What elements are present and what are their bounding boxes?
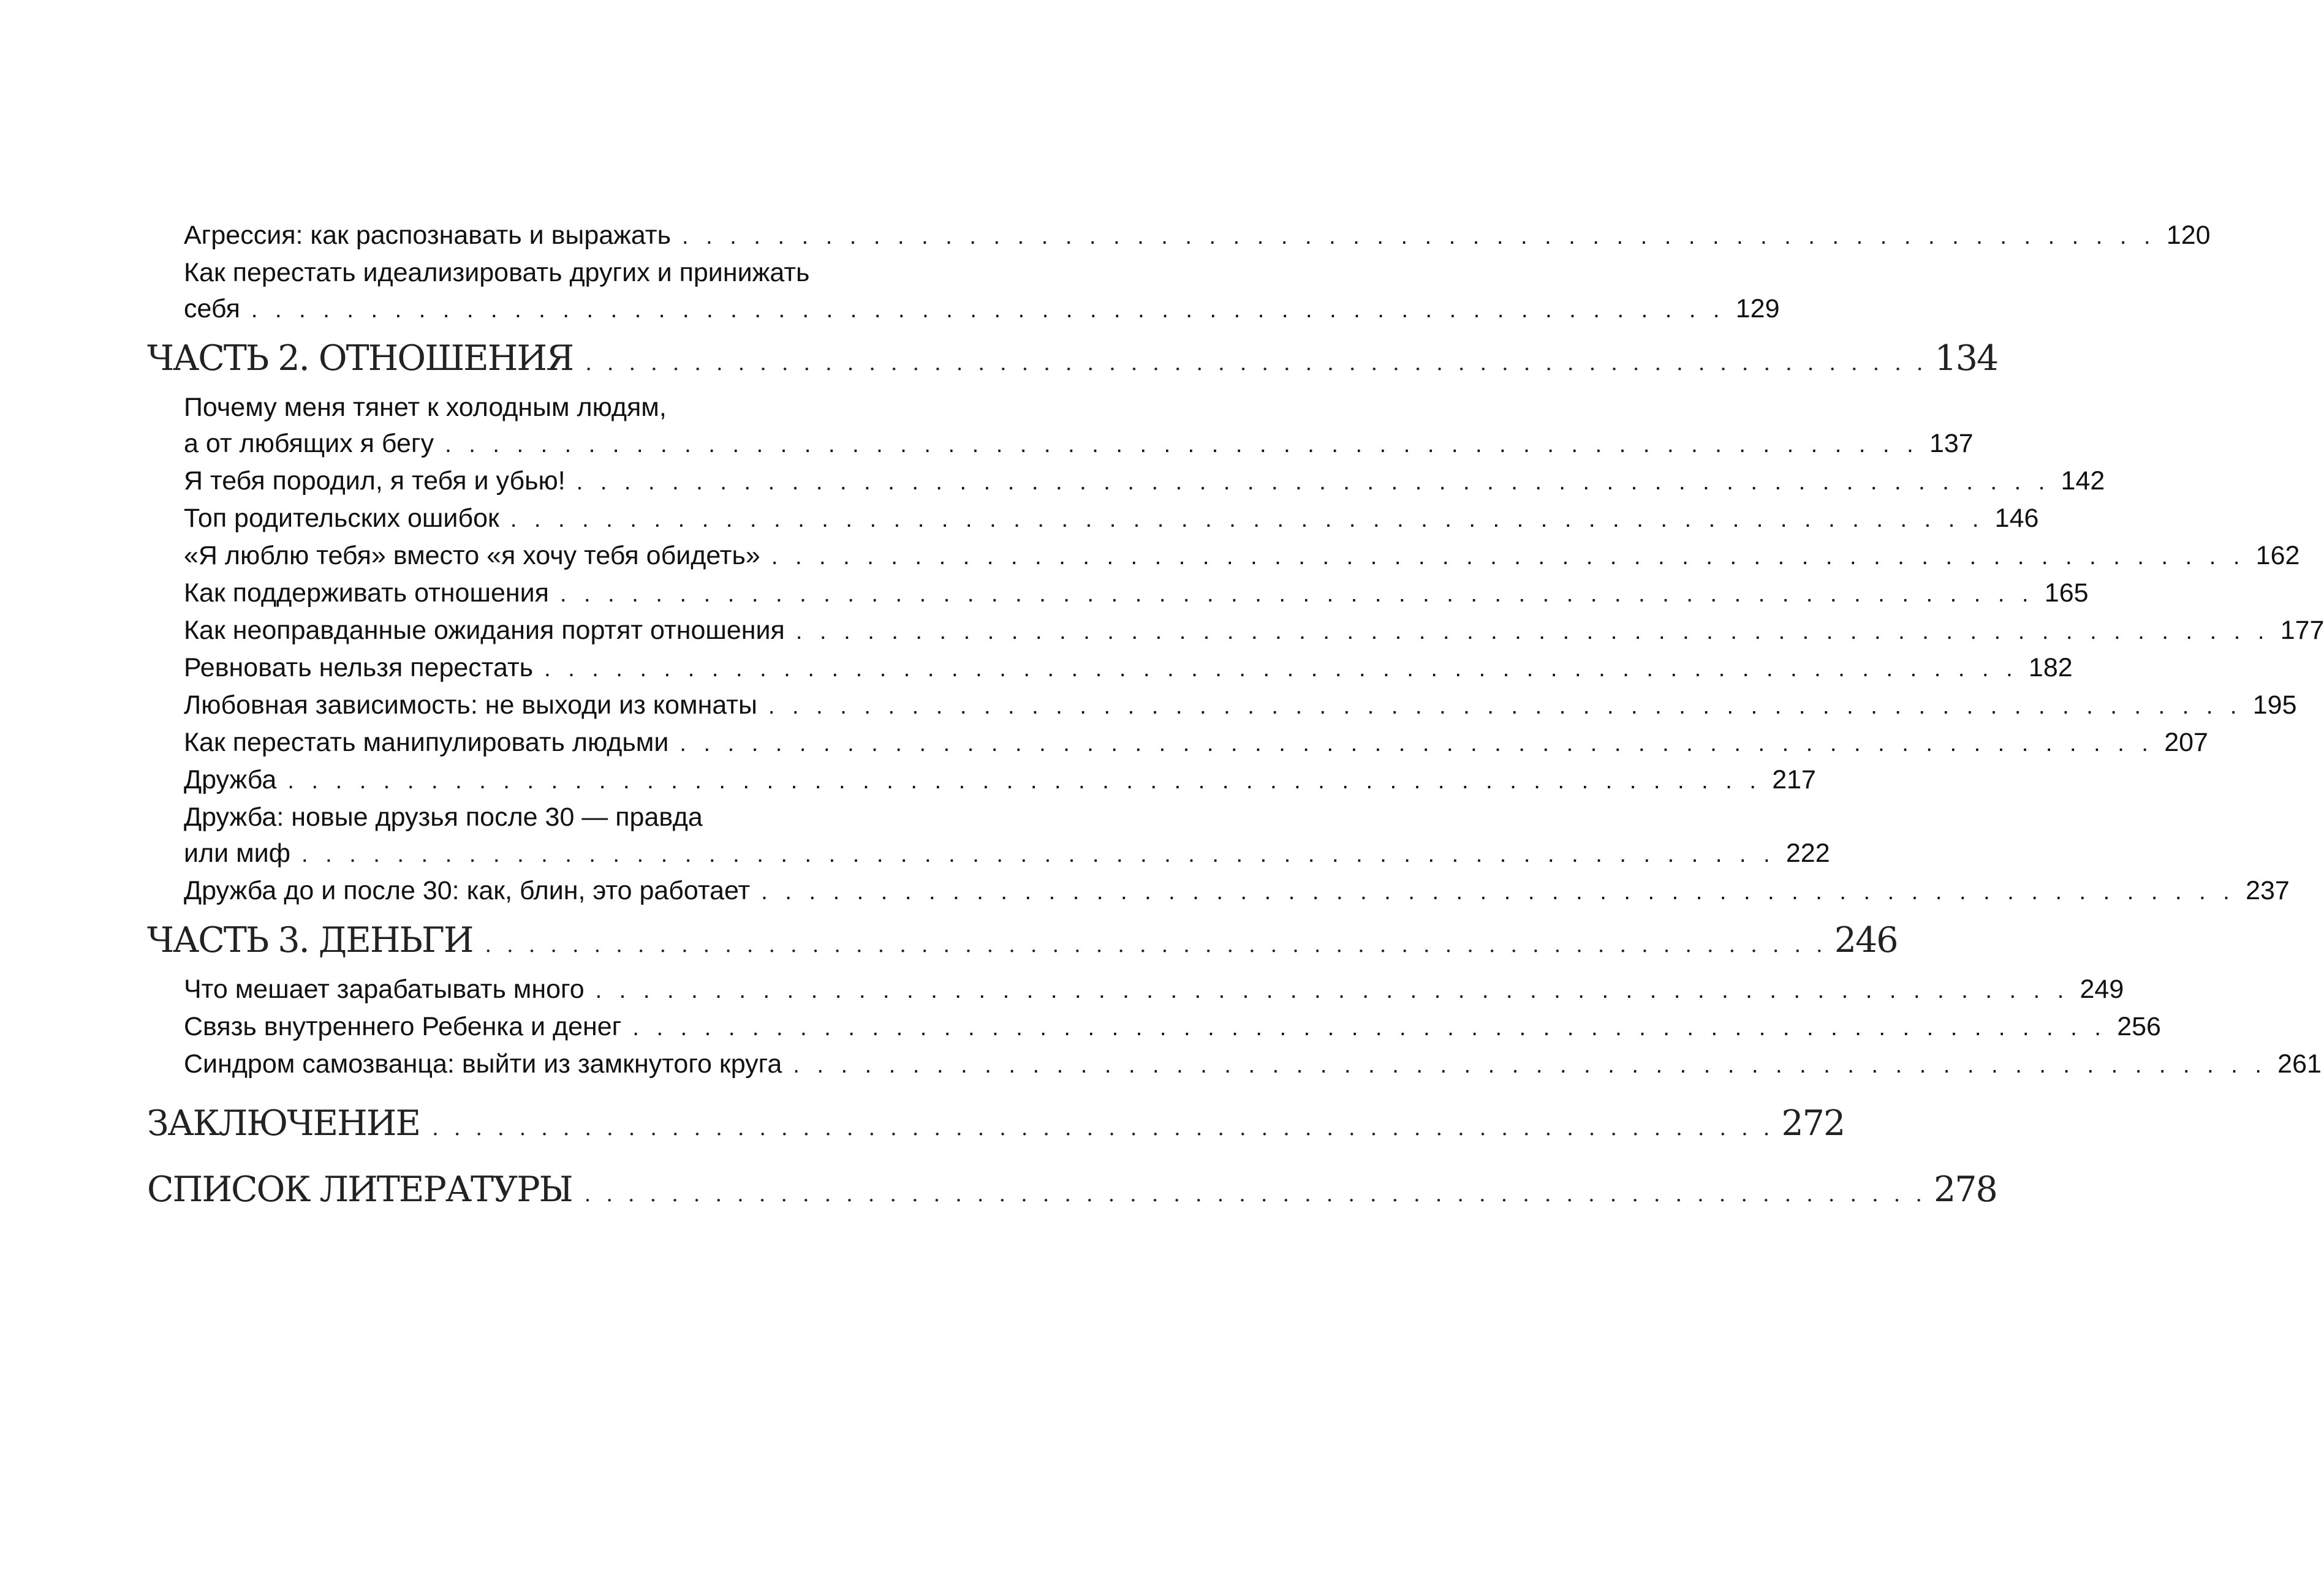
toc-part-page: 134 [1934, 338, 1998, 379]
toc-entry-page: 177 [2280, 616, 2324, 645]
leader-dots: . . . . . . . . . . . . . . . . . . . . . . . . . . . . . . . . . . . . . . . . . . . . . . . . . . . . . . . . . . . . . . [576, 469, 2051, 495]
toc-entry-title: Дружба до и после 30: как, блин, это работает [184, 876, 751, 905]
toc-entry-title: Я тебя породил, я тебя и убью! [184, 466, 566, 496]
toc-entry-title: Как поддерживать отношения [184, 578, 549, 608]
toc-entry-title: Как неоправданные ожидания портят отношения [184, 616, 785, 645]
toc-part-heading[interactable] [147, 919, 1898, 967]
leader-dots: . . . . . . . . . . . . . . . . . . . . . . . . . . . . . . . . . . . . . . . . . . . . . . . . . . . . . . . . . . . . . . [761, 879, 2235, 905]
toc-part-page: 246 [1834, 920, 1898, 960]
toc-part-title: ЧАСТЬ 3. ДЕНЬГИ [147, 920, 473, 960]
toc-entry[interactable] [147, 971, 2124, 1009]
toc-entry[interactable] [147, 1009, 2161, 1046]
toc-entry-page: 207 [2164, 728, 2208, 757]
leader-dots: . . . . . . . . . . . . . . . . . . . . . . . . . . . . . . . . . . . . . . . . . . . . . . . . . . . . . . . . . . . . . . [584, 1182, 1927, 1207]
toc-entry[interactable] [147, 217, 2211, 255]
toc-part-title: СПИСОК ЛИТЕРАТУРЫ [147, 1169, 572, 1210]
toc-entry[interactable] [147, 725, 2208, 762]
toc-entry[interactable] [147, 538, 2300, 575]
toc-entry-title-line1: Дружба: новые друзья после 30 — правда [184, 802, 703, 832]
toc-entry-title-line1: Почему меня тянет к холодным людям, [184, 393, 667, 422]
toc-entry-page: 120 [2166, 221, 2211, 250]
toc-entry-page: 222 [1785, 839, 1830, 868]
toc-entry[interactable] [147, 687, 2297, 725]
leader-dots: . . . . . . . . . . . . . . . . . . . . . . . . . . . . . . . . . . . . . . . . . . . . . . . . . . . . . . . . . . . . . . [445, 432, 1919, 458]
toc-entry[interactable] [147, 836, 1830, 873]
toc-entry[interactable] [147, 463, 2105, 500]
leader-dots: . . . . . . . . . . . . . . . . . . . . . . . . . . . . . . . . . . . . . . . . . . . . . . . . . . . . . . . . . . . . . . [632, 1015, 2106, 1041]
toc-entry-page: 137 [1929, 429, 1974, 458]
toc-entry[interactable] [147, 575, 2089, 613]
toc-entry-page: 146 [1994, 504, 2039, 533]
toc-part-title: ЗАКЛЮЧЕНИЕ [147, 1103, 420, 1144]
toc-entry-title: Любовная зависимость: не выходи из комнаты [184, 690, 757, 720]
toc-entry-page: 129 [1735, 294, 1780, 323]
leader-dots: . . . . . . . . . . . . . . . . . . . . . . . . . . . . . . . . . . . . . . . . . . . . . . . . . . . . . . . . . . . . . . [432, 1116, 1774, 1141]
toc-entry-page: 142 [2061, 466, 2105, 496]
toc-part-page: 272 [1781, 1103, 1845, 1144]
leader-dots: . . . . . . . . . . . . . . . . . . . . . . . . . . . . . . . . . . . . . . . . . . . . . . . . . . . . . . . . . . . . . . [485, 933, 1827, 957]
toc-entry[interactable] [147, 1046, 2322, 1084]
leader-dots: . . . . . . . . . . . . . . . . . . . . . . . . . . . . . . . . . . . . . . . . . . . . . . . . . . . . . . . . . . . . . . [793, 1052, 2267, 1078]
toc-entry-page: 217 [1772, 765, 1816, 794]
toc-entry-title: Как перестать манипулировать людьми [184, 728, 669, 757]
leader-dots: . . . . . . . . . . . . . . . . . . . . . . . . . . . . . . . . . . . . . . . . . . . . . . . . . . . . . . . . . . . . . . [251, 297, 1725, 323]
toc-entry-title: Агрессия: как распознавать и выражать [184, 221, 671, 250]
toc-entry-title-line1: Как перестать идеализировать других и принижать [184, 258, 810, 287]
toc-entry-title: себя [184, 294, 240, 323]
toc-entry[interactable] [147, 291, 1780, 328]
toc-entry-page: 237 [2246, 876, 2290, 905]
toc-entry[interactable] [147, 500, 2039, 538]
toc-conclusion-heading[interactable] [147, 1102, 1845, 1150]
toc-entry-page: 195 [2252, 690, 2297, 720]
toc-entry-title: Что мешает зарабатывать много [184, 975, 585, 1004]
toc-entry-title: или миф [184, 839, 291, 868]
toc-entry-title: «Я люблю тебя» вместо «я хочу тебя обидеть» [184, 541, 760, 570]
toc-bibliography-heading[interactable] [147, 1168, 1997, 1216]
leader-dots: . . . . . . . . . . . . . . . . . . . . . . . . . . . . . . . . . . . . . . . . . . . . . . . . . . . . . . . . . . . . . . [544, 656, 2018, 682]
leader-dots: . . . . . . . . . . . . . . . . . . . . . . . . . . . . . . . . . . . . . . . . . . . . . . . . . . . . . . . . . . . . . . [585, 351, 1928, 375]
toc-entry[interactable] [147, 613, 2324, 650]
toc-entry[interactable] [147, 426, 1974, 463]
toc-entry-page: 261 [2277, 1049, 2322, 1079]
toc-entry-title: Топ родительских ошибок [184, 504, 499, 533]
toc-entry-title: Дружба [184, 765, 277, 794]
toc-part-heading[interactable] [147, 337, 1998, 385]
leader-dots: . . . . . . . . . . . . . . . . . . . . . . . . . . . . . . . . . . . . . . . . . . . . . . . . . . . . . . . . . . . . . . [510, 507, 1985, 532]
leader-dots: . . . . . . . . . . . . . . . . . . . . . . . . . . . . . . . . . . . . . . . . . . . . . . . . . . . . . . . . . . . . . . [301, 842, 1776, 867]
toc-entry-title: Связь внутреннего Ребенка и денег [184, 1012, 622, 1041]
toc-entry-title: а от любящих я бегу [184, 429, 434, 458]
toc-entry-page: 256 [2117, 1012, 2161, 1041]
leader-dots: . . . . . . . . . . . . . . . . . . . . . . . . . . . . . . . . . . . . . . . . . . . . . . . . . . . . . . . . . . . . . . [559, 581, 2034, 607]
toc-entry-page: 162 [2255, 541, 2300, 570]
leader-dots: . . . . . . . . . . . . . . . . . . . . . . . . . . . . . . . . . . . . . . . . . . . . . . . . . . . . . . . . . . . . . . [287, 768, 1762, 794]
toc-entry-title: Ревновать нельзя перестать [184, 653, 534, 682]
leader-dots: . . . . . . . . . . . . . . . . . . . . . . . . . . . . . . . . . . . . . . . . . . . . . . . . . . . . . . . . . . . . . . [771, 544, 2246, 570]
toc-entry[interactable] [147, 650, 2073, 687]
leader-dots: . . . . . . . . . . . . . . . . . . . . . . . . . . . . . . . . . . . . . . . . . . . . . . . . . . . . . . . . . . . . . . [768, 693, 2243, 719]
toc-entry[interactable] [147, 873, 2290, 910]
toc-entry-title: Синдром самозванца: выйти из замкнутого круга [184, 1049, 782, 1079]
leader-dots: . . . . . . . . . . . . . . . . . . . . . . . . . . . . . . . . . . . . . . . . . . . . . . . . . . . . . . . . . . . . . . [679, 731, 2154, 756]
leader-dots: . . . . . . . . . . . . . . . . . . . . . . . . . . . . . . . . . . . . . . . . . . . . . . . . . . . . . . . . . . . . . . [595, 978, 2070, 1003]
toc-entry-page: 165 [2044, 578, 2089, 608]
leader-dots: . . . . . . . . . . . . . . . . . . . . . . . . . . . . . . . . . . . . . . . . . . . . . . . . . . . . . . . . . . . . . . [682, 224, 2156, 249]
toc-entry-page: 249 [2080, 975, 2124, 1004]
toc-part-title: ЧАСТЬ 2. ОТНОШЕНИЯ [147, 338, 573, 379]
toc-entry-page: 182 [2028, 653, 2073, 682]
table-of-contents [147, 217, 2324, 1216]
leader-dots: . . . . . . . . . . . . . . . . . . . . . . . . . . . . . . . . . . . . . . . . . . . . . . . . . . . . . . . . . . . . . . [795, 619, 2270, 644]
toc-entry[interactable] [147, 762, 1816, 799]
toc-part-page: 278 [1934, 1169, 1997, 1210]
